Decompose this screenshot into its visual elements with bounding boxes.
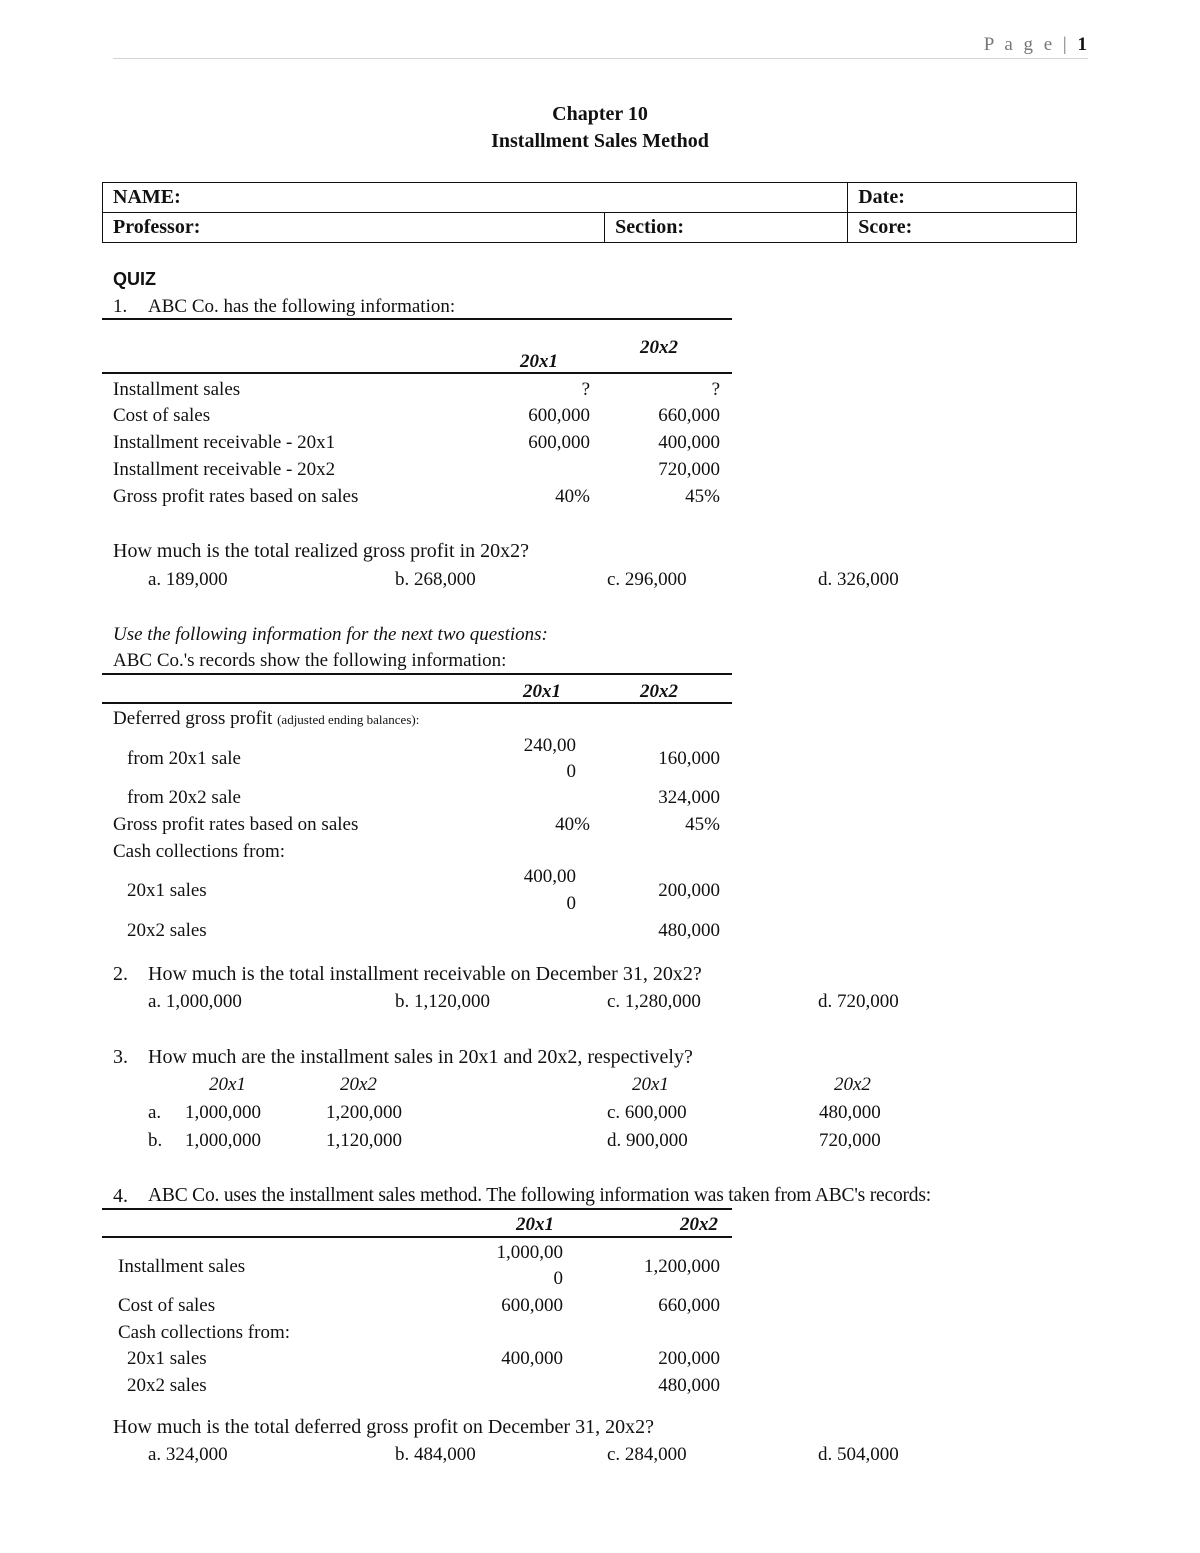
q4-question: How much is the total deferred gross profit on December 31, 20x2? — [113, 1416, 654, 1438]
row-value-20x2: ? — [711, 379, 720, 400]
row-value-20x2: 45% — [685, 486, 720, 507]
q2-choice-a[interactable]: a. 1,000,000 — [148, 991, 242, 1012]
q3-question: How much are the installment sales in 20x1 and 20x2, respectively? — [148, 1046, 693, 1068]
row-label: Installment sales — [118, 1256, 246, 1277]
shared-col1-header: 20x1 — [523, 681, 561, 702]
row-value-20x2: 160,000 — [658, 748, 720, 769]
q3-choice-b-20x1: 1,000,000 — [185, 1130, 261, 1151]
row-label: Cost of sales — [113, 405, 211, 426]
q1-question: How much is the total realized gross profit in 20x2? — [113, 540, 530, 562]
q4-choice-d[interactable]: d. 504,000 — [818, 1444, 899, 1465]
q4-stem: ABC Co. uses the installment sales method. The following information was taken from ABC's records: — [148, 1185, 931, 1206]
row-value-20x2: 660,000 — [658, 1295, 720, 1316]
row-value-20x1: 600,000 — [528, 432, 590, 453]
row-value-20x2: 200,000 — [658, 880, 720, 901]
row-label: from 20x2 sale — [127, 787, 241, 808]
q3-head-20x2-left: 20x2 — [340, 1074, 377, 1095]
q3-choice-c-20x2: 480,000 — [819, 1102, 881, 1123]
professor-field[interactable]: Professor: — [103, 213, 605, 243]
date-field[interactable]: Date: — [848, 183, 1077, 213]
row-value-20x2: 480,000 — [658, 1375, 720, 1396]
row-label: Cost of sales — [118, 1295, 216, 1316]
q1-stem: ABC Co. has the following information: — [148, 296, 456, 317]
q1-choice-d[interactable]: d. 326,000 — [818, 569, 899, 590]
row-value-20x1: 400,000 — [501, 1348, 563, 1369]
q3-head-20x2-right: 20x2 — [834, 1074, 871, 1095]
row-value-20x1-wrap: 0 — [566, 893, 576, 914]
q2-choice-d[interactable]: d. 720,000 — [818, 991, 899, 1012]
q4-number: 4. — [113, 1185, 128, 1207]
q4-choice-b[interactable]: b. 484,000 — [395, 1444, 476, 1465]
shared-stem: ABC Co.'s records show the following information: — [113, 650, 507, 671]
row-value-20x1: 600,000 — [501, 1295, 563, 1316]
q3-choice-b-letter[interactable]: b. — [148, 1130, 163, 1151]
q1-number: 1. — [113, 296, 128, 317]
q3-head-20x1-right: 20x1 — [632, 1074, 669, 1095]
row-value-20x1: 40% — [555, 814, 590, 835]
row-value-20x1: 40% — [555, 486, 590, 507]
q4-col2-header: 20x2 — [680, 1214, 718, 1235]
q3-choice-d-20x1[interactable]: d. 900,000 — [607, 1130, 688, 1151]
row-label: Installment receivable - 20x1 — [113, 432, 336, 453]
q4-cash-collections-label: Cash collections from: — [118, 1322, 291, 1343]
quiz-heading: QUIZ — [113, 269, 156, 289]
chapter-title: Chapter 10 — [552, 103, 648, 125]
row-label: 20x2 sales — [127, 1375, 207, 1396]
q1-top-rule — [102, 318, 732, 320]
q3-choice-c-20x1[interactable]: c. 600,000 — [607, 1102, 687, 1123]
q1-col1-header: 20x1 — [520, 351, 558, 372]
row-value-20x1: 240,00 — [523, 735, 576, 756]
row-value-20x1: ? — [581, 379, 590, 400]
row-label: 20x1 sales — [127, 880, 207, 901]
q1-col2-header: 20x2 — [640, 337, 678, 358]
q4-choice-c[interactable]: c. 284,000 — [607, 1444, 687, 1465]
q3-head-20x1-left: 20x1 — [209, 1074, 246, 1095]
row-value-20x1-wrap: 0 — [566, 761, 576, 782]
row-value-20x2: 720,000 — [658, 459, 720, 480]
q4-choice-a[interactable]: a. 324,000 — [148, 1444, 228, 1465]
q4-top-rule — [102, 1208, 732, 1210]
q1-choice-c[interactable]: c. 296,000 — [607, 569, 687, 590]
student-info-box — [102, 182, 1077, 243]
dgp-label: Deferred gross profit (adjusted ending balances): — [113, 708, 420, 729]
q2-choice-c[interactable]: c. 1,280,000 — [607, 991, 701, 1012]
header-divider — [113, 58, 1088, 59]
row-value-20x1: 600,000 — [528, 405, 590, 426]
shared-intro: Use the following information for the next two questions: — [113, 624, 548, 645]
row-value-20x2: 400,000 — [658, 432, 720, 453]
q3-choice-a-20x2: 1,200,000 — [326, 1102, 402, 1123]
row-value-20x2: 1,200,000 — [644, 1256, 720, 1277]
row-label: 20x2 sales — [127, 920, 207, 941]
page-number: P a g e | 1 — [983, 34, 1087, 55]
row-label: Installment receivable - 20x2 — [113, 459, 336, 480]
q1-header-rule — [102, 372, 732, 374]
q4-col1-header: 20x1 — [516, 1214, 554, 1235]
row-label: Gross profit rates based on sales — [113, 814, 359, 835]
row-value-20x2: 200,000 — [658, 1348, 720, 1369]
row-value-20x2: 324,000 — [658, 787, 720, 808]
q3-number: 3. — [113, 1046, 128, 1068]
q1-choice-b[interactable]: b. 268,000 — [395, 569, 476, 590]
row-value-20x1: 400,00 — [523, 866, 576, 887]
row-value-20x1: 1,000,00 — [496, 1242, 563, 1263]
q3-choice-d-20x2: 720,000 — [819, 1130, 881, 1151]
row-label: from 20x1 sale — [127, 748, 241, 769]
q3-choice-a-letter[interactable]: a. — [148, 1102, 162, 1123]
shared-top-rule — [102, 673, 732, 675]
q3-choice-b-20x2: 1,120,000 — [326, 1130, 402, 1151]
q3-choice-a-20x1: 1,000,000 — [185, 1102, 261, 1123]
shared-header-rule — [102, 702, 732, 704]
row-label: Gross profit rates based on sales — [113, 486, 359, 507]
row-label: 20x1 sales — [127, 1348, 207, 1369]
section-field[interactable]: Section: — [605, 213, 848, 243]
shared-col2-header: 20x2 — [640, 681, 678, 702]
cash-collections-label: Cash collections from: — [113, 841, 286, 862]
row-value-20x2: 45% — [685, 814, 720, 835]
q2-question: How much is the total installment receivable on December 31, 20x2? — [148, 963, 702, 985]
q1-choice-a[interactable]: a. 189,000 — [148, 569, 228, 590]
name-field[interactable]: NAME: — [103, 183, 848, 213]
q4-header-rule — [102, 1236, 732, 1238]
q2-choice-b[interactable]: b. 1,120,000 — [395, 991, 490, 1012]
row-value-20x2: 480,000 — [658, 920, 720, 941]
row-label: Installment sales — [113, 379, 241, 400]
page-title: Installment Sales Method — [491, 130, 709, 152]
row-value-20x2: 660,000 — [658, 405, 720, 426]
q2-number: 2. — [113, 963, 128, 985]
row-value-20x1-wrap: 0 — [553, 1268, 563, 1289]
score-field[interactable]: Score: — [848, 213, 1077, 243]
